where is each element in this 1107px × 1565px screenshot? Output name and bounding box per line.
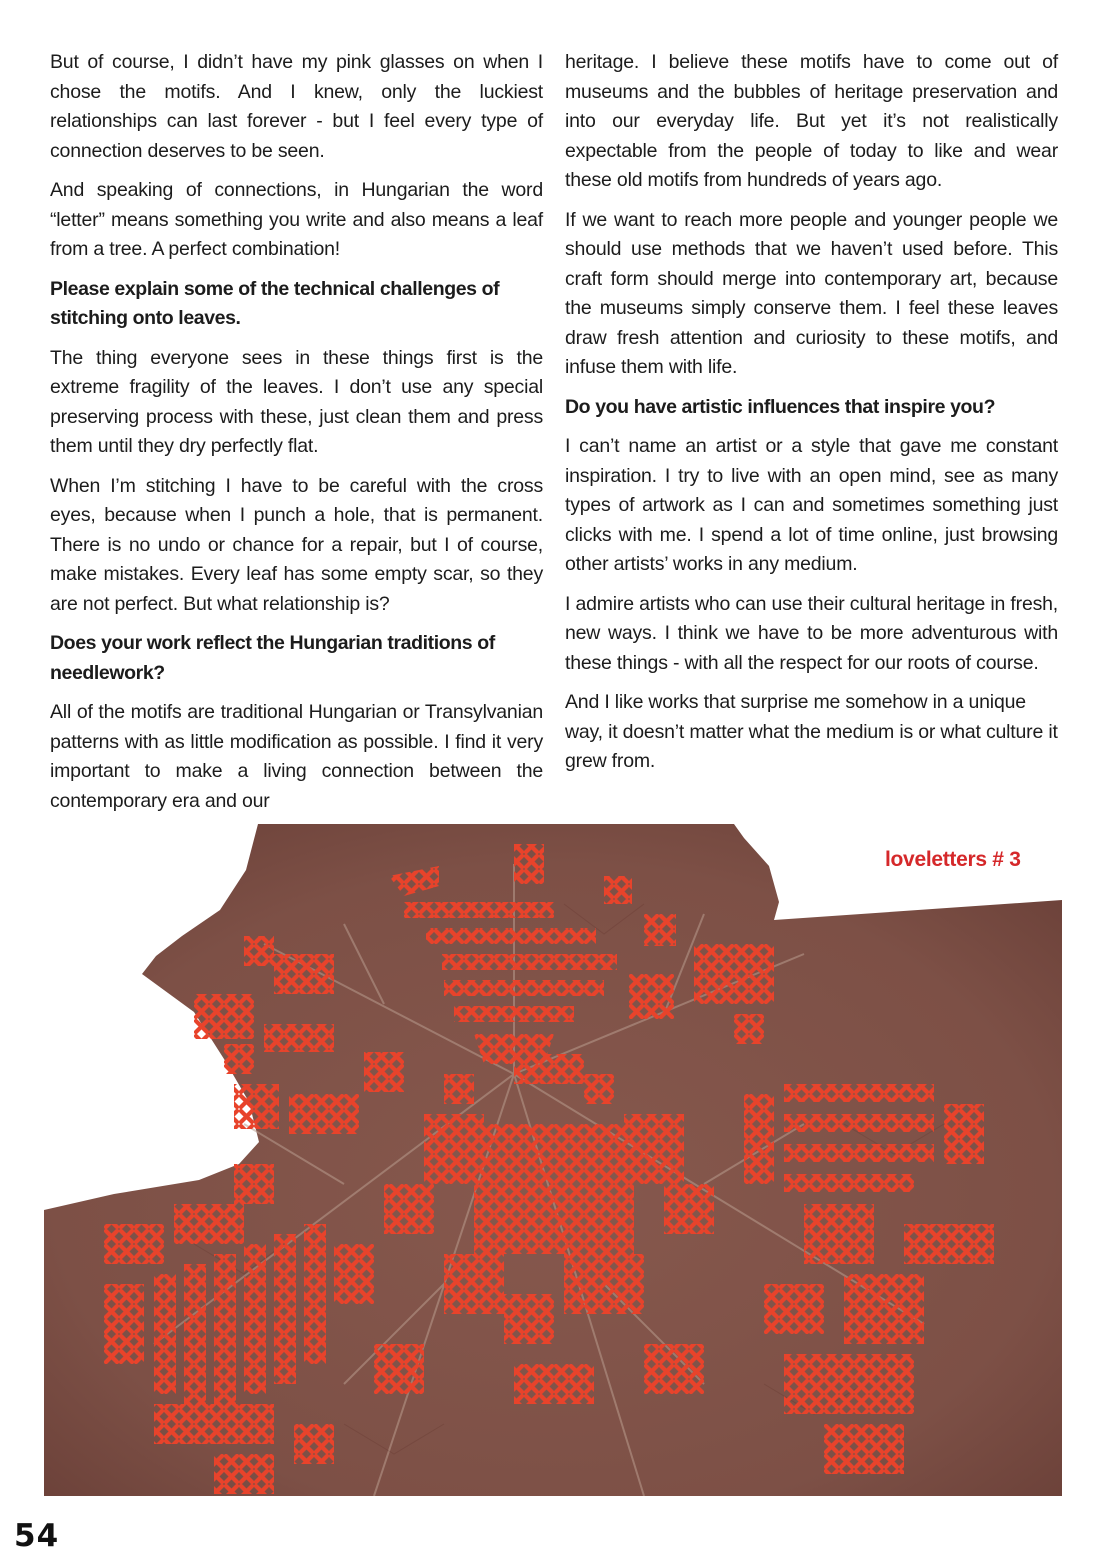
paragraph: The thing everyone sees in these things first is the extreme fragility of the leaves. I don’t use any special preserving process with these, just clean them and press them until they dry perfectly flat. — [50, 346, 543, 457]
paragraph: And speaking of connections, in Hungarian the word “letter” means something you write and also means a leaf from a tree. A perfect combination! — [50, 179, 543, 260]
paragraph: When I’m stitching I have to be careful with the cross eyes, because when I punch a hole, that is permanent. There is no undo or chance for a repair, but I of course, make mistakes. Every leaf has some empty scar, so they are not perfect. But what relationship is? — [50, 474, 543, 615]
paragraph: I admire artists who can use their cultural heritage in fresh, new ways. I think we have to be more adventurous with these things - with all the respect for our roots of course. — [565, 592, 1058, 674]
interview-question: Please explain some of the technical challenges of stitching onto leaves. — [50, 277, 500, 329]
page-number: 54 — [14, 1518, 60, 1554]
paragraph: But of course, I didn’t have my pink glasses on when I chose the motifs. And I knew, only the luckiest relationships can last forever - but I feel every type of connection deserves to be seen. — [50, 51, 543, 162]
leaf-illustration — [44, 824, 1062, 1496]
paragraph: If we want to reach more people and younger people we should use methods that we haven’t used before. This craft form should merge into contemporary art, because the museums simply conserve them. I feel these leaves draw fresh attention and curiosity to these motifs, and infuse them with life. — [565, 208, 1058, 378]
paragraph: All of the motifs are traditional Hungarian or Transylvanian patterns with as little modification as possible. I find it very important to make a living connection between the contemporary era and our — [50, 701, 543, 812]
interview-question: Do you have artistic influences that inspire you? — [565, 395, 996, 418]
right-text-column — [565, 48, 1058, 787]
photo-caption: loveletters # 3 — [885, 848, 1021, 871]
paragraph: heritage. I believe these motifs have to come out of museums and the bubbles of heritage preservation and into our everyday life. But yet it’s not realistically expectable from the people of today to like and wear these old motifs from hundreds of years ago. — [565, 51, 1058, 191]
paragraph: I can’t name an artist or a style that gave me constant inspiration. I try to live with an open mind, see as many types of artwork as I can and sometimes something just clicks with me. I spend a lot of time online, just browsing other artists’ works in any medium. — [565, 435, 1058, 575]
interview-question: Does your work reflect the Hungarian traditions of needlework? — [50, 632, 495, 684]
embroidered-leaf-photo — [44, 824, 1062, 1496]
paragraph: And I like works that surprise me somehow in a unique way, it doesn’t matter what the medium is or what culture it grew from. — [565, 691, 1058, 772]
left-text-column — [50, 48, 543, 826]
